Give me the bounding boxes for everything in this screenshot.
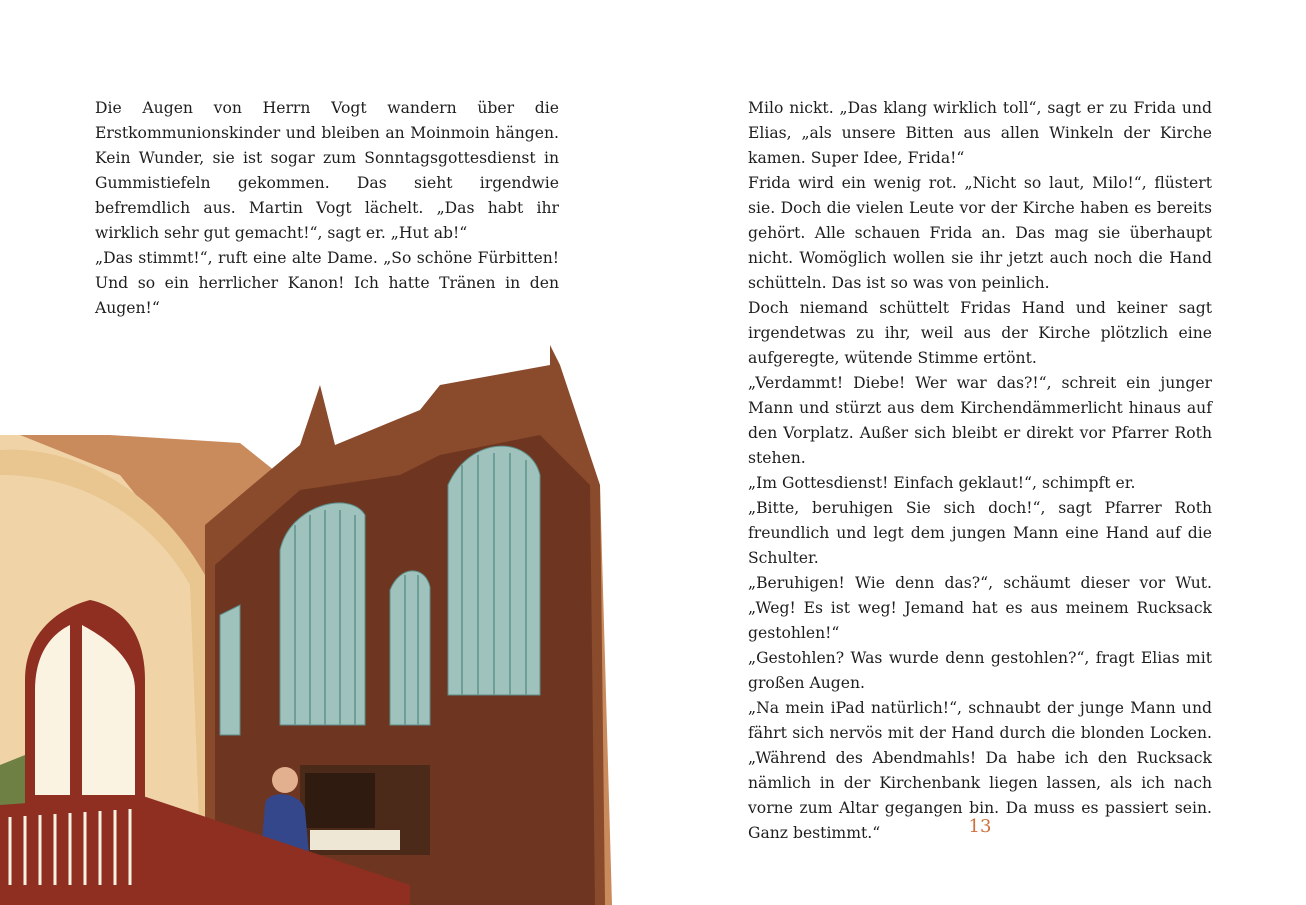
paragraph: „Beruhigen! Wie denn das?“, schäumt dieser vor Wut. „Weg! Es ist weg! Jemand hat es aus meinem Rucksack gestohlen!“ bbox=[748, 574, 1212, 642]
paragraph: „Im Gottesdienst! Einfach geklaut!“, schimpft er. bbox=[748, 474, 1136, 492]
paragraph: „Gestohlen? Was wurde denn gestohlen?“, fragt Elias mit großen Augen. bbox=[748, 649, 1212, 692]
paragraph: Milo nickt. „Das klang wirklich toll“, sagt er zu Frida und Elias, „als unsere Bitten aus allen Winkeln der Kirche kamen. Super Idee, Frida!“ bbox=[748, 99, 1212, 167]
paragraph: „Bitte, beruhigen Sie sich doch!“, sagt Pfarrer Roth freundlich und legt dem jungen Mann eine Hand auf die Schulter. bbox=[748, 499, 1212, 567]
paragraph: „Das stimmt!“, ruft eine alte Dame. „So schöne Fürbitten! Und so ein herrlicher Kanon! Ich hatte Tränen in den Augen!“ bbox=[95, 249, 559, 317]
paragraph: „Verdammt! Diebe! Wer war das?!“, schreit ein junger Mann und stürzt aus dem Kirchendämmerlicht hinaus auf den Vorplatz. Außer sich bleibt er direkt vor Pfarrer Roth stehen. bbox=[748, 374, 1212, 467]
page-number: 13 bbox=[968, 816, 992, 837]
right-page-text bbox=[748, 96, 1212, 846]
left-page-text bbox=[95, 96, 559, 321]
paragraph: Frida wird ein wenig rot. „Nicht so laut, Milo!“, flüstert sie. Doch die vielen Leute vor der Kirche haben es bereits gehört. Alle schauen Frida an. Das mag sie überhaupt nicht. Womöglich wollen sie ihr jetzt auch noch die Hand schütteln. Das ist so was von peinlich. bbox=[748, 174, 1212, 292]
paragraph: Doch niemand schüttelt Fridas Hand und keiner sagt irgendetwas zu ihr, weil aus der Kirche plötzlich eine aufgeregte, wütende Stimme ertönt. bbox=[748, 299, 1212, 367]
paragraph: „Na mein iPad natürlich!“, schnaubt der junge Mann und fährt sich nervös mit der Hand durch die blonden Locken. „Während des Abendmahls! Da habe ich den Rucksack nämlich in der Kirchenbank liegen lassen, als ich nach vorne zum Altar gegangen bin. Da muss es passiert sein. Ganz bestimmt.“ bbox=[748, 699, 1212, 842]
paragraph: Die Augen von Herrn Vogt wandern über die Erstkommunionskinder und bleiben an Moinmoin hängen. Kein Wunder, sie ist sogar zum Sonntagsgottesdienst in Gummistiefeln gekommen. Das sieht irgendwie befremdlich aus. Martin Vogt lächelt. „Das habt ihr wirklich sehr gut gemacht!“, sagt er. „Hut ab!“ bbox=[95, 99, 559, 242]
church-organ-illustration bbox=[0, 325, 612, 905]
